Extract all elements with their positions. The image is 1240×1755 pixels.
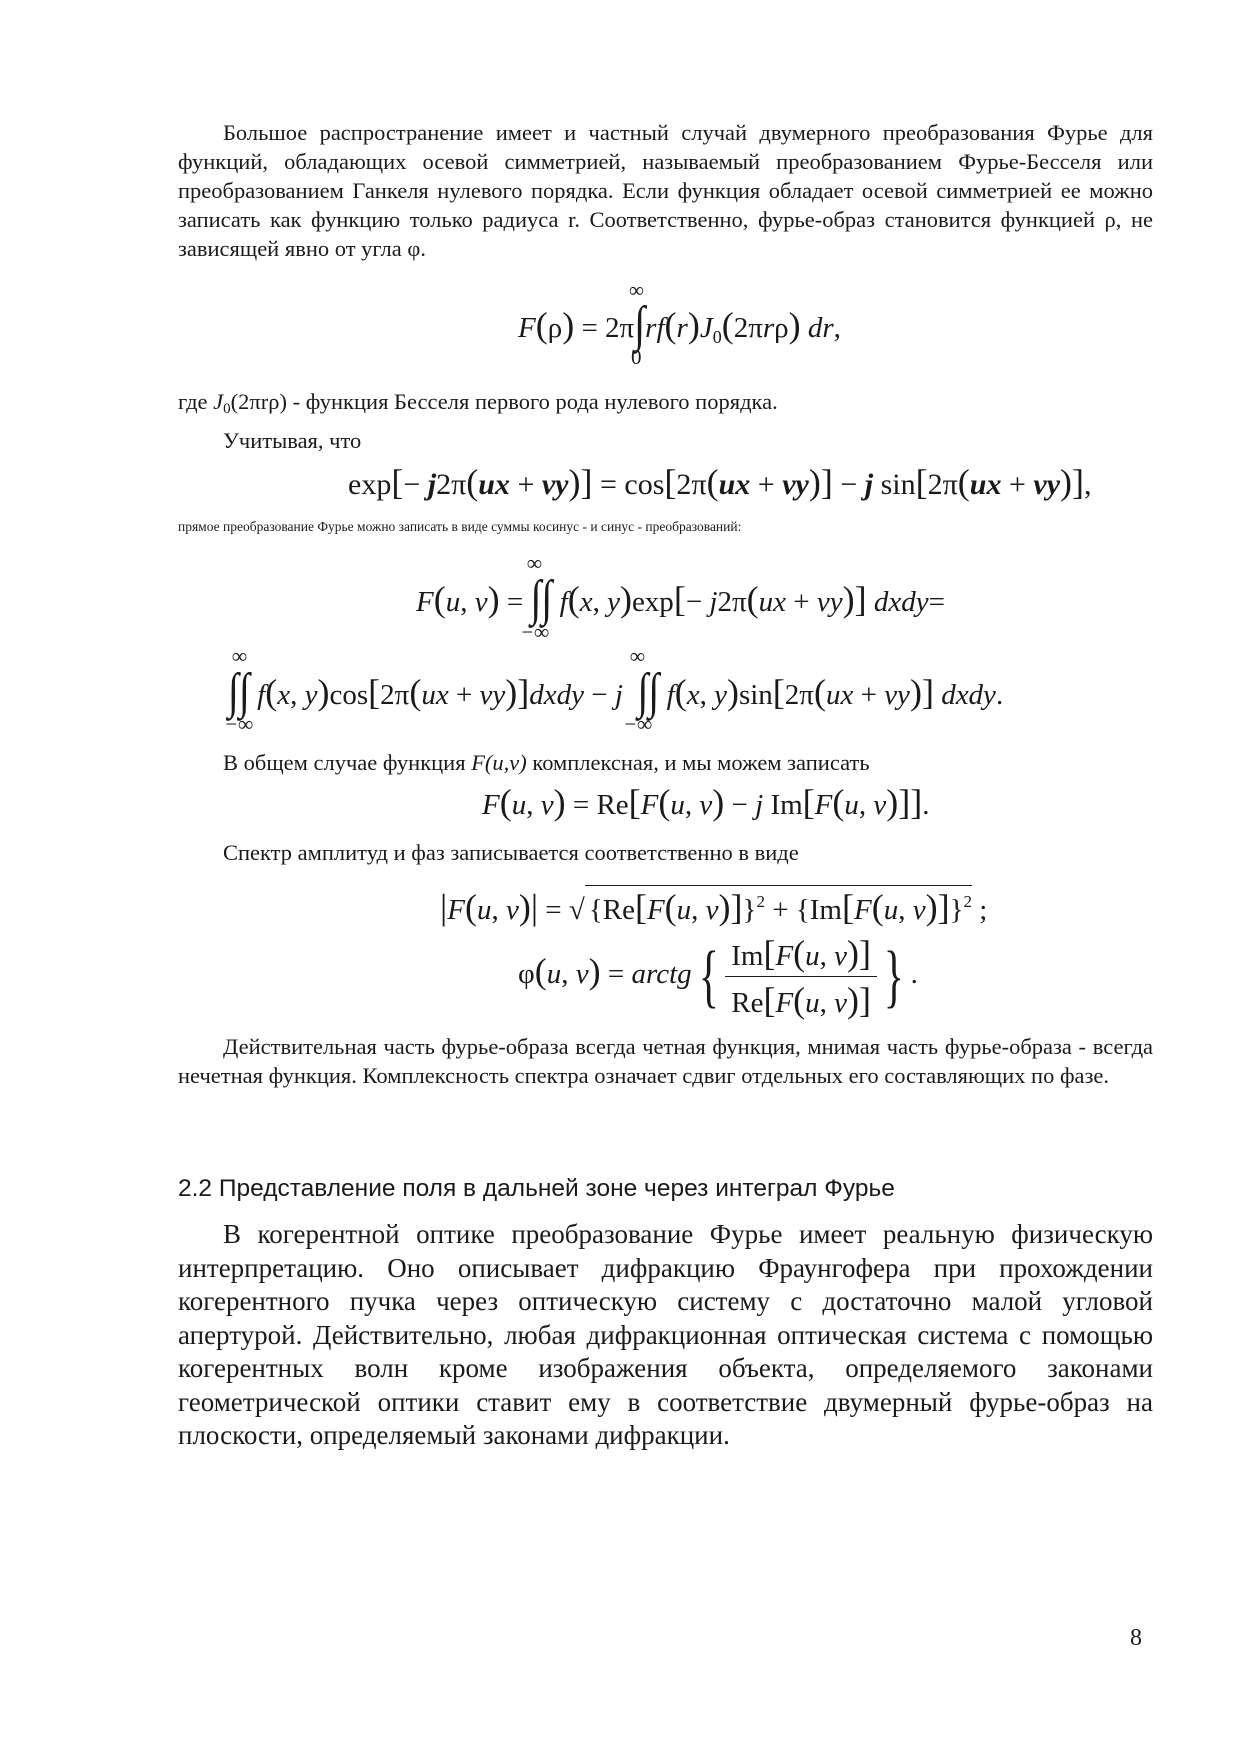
considering-text: Учитывая, что <box>223 428 362 453</box>
complex-equation: F(u, v) = Re[F(u, v) − j Im[F(u, v)]]. <box>482 782 930 822</box>
page-number: 8 <box>1130 1625 1142 1651</box>
small-note: прямое преобразование Фурье можно записать в виде суммы косинус - и синус - преобразований: <box>178 519 742 534</box>
fourier-equation: F(u, v) = ∫∫ f(x, y)exp[− j2π(ux + vy)] dxdy= <box>416 569 945 626</box>
cos-upper-limit: ∞ <box>232 644 247 668</box>
euler-equation: exp[− j2π(ux + vy)] = cos[2π(ux + vy)] − j sin[2π(ux + vy)], <box>348 462 1092 502</box>
amplitude-equation: |F(u, v)| = √ {Re[F(u, v)]}$^2$ + {Im[F(u, v)]}$^2$ ; <box>440 887 988 927</box>
section-heading: 2.2 Представление поля в дальней зоне через интеграл Фурье <box>178 1175 895 1202</box>
section-paragraph: В когерентной оптике преобразование Фурье имеет реальную физическую интерпретацию. Оно описывает дифракцию Фраунгофера при прохождении когерентного пучка через оптическую систему с достаточно малой угловой апертурой. Действительно, любая дифракционная оптическая система с помощью когерентных волн кроме изображения объекта, определяемого законами геометрической оптики ставит ему в соответствие двумерный фурье-образ на плоскости, определяемый законами дифракции. <box>178 1219 1153 1450</box>
fourier-upper-limit: ∞ <box>527 551 542 575</box>
cos-lower-limit: −∞ <box>224 712 254 736</box>
hankel-lower-limit: 0 <box>631 345 642 369</box>
sin-upper-limit: ∞ <box>630 644 645 668</box>
hankel-equation: $F(\rho) = 2\pi\int rf(r)J_0(2\pi r\rho)$ dr, <box>518 295 841 352</box>
fourier-lower-limit: −∞ <box>520 620 550 644</box>
spectrum-text: Спектр амплитуд и фаз записывается соответственно в виде <box>223 840 799 865</box>
hankel-upper-limit: ∞ <box>629 278 644 302</box>
intro-paragraph: Большое распространение имеет и частный случай двумерного преобразования Фурье для функций, обладающих осевой симметрией, называемый преобразованием Фурье-Бесселя или преобразованием Ганкеля нулевого порядка. Если функция обладает осевой симметрией ее можно записать как функцию только радиуса r. Соответственно, фурье-образ становится функцией ρ, не зависящей явно от угла φ. <box>178 120 1153 261</box>
sin-lower-limit: −∞ <box>623 712 653 736</box>
parity-paragraph: Действительная часть фурье-образа всегда четная функция, мнимая часть фурье-образа - всегда нечетная функция. Комплексность спектра означает сдвиг отдельных его составляющих по фазе. <box>178 1034 1153 1088</box>
bessel-note: где $J_0(2\pi r\rho)$ - функция Бесселя первого рода нулевого порядка. <box>178 389 778 417</box>
complex-text: В общем случае функция F(u,v) комплексная, и мы можем записать <box>223 750 870 775</box>
phase-equation: φ(u, v) = arctg{ $\frac{Im[F(u, v)]}{Re[F(u, v)]}$ } . <box>518 933 918 1020</box>
cos-sin-equation: ∫∫ f(x, y)cos[2π(ux + vy)]dxdy − j ∫∫ f(x, y)sin[2π(ux + vy)] dxdy. <box>228 662 1004 719</box>
